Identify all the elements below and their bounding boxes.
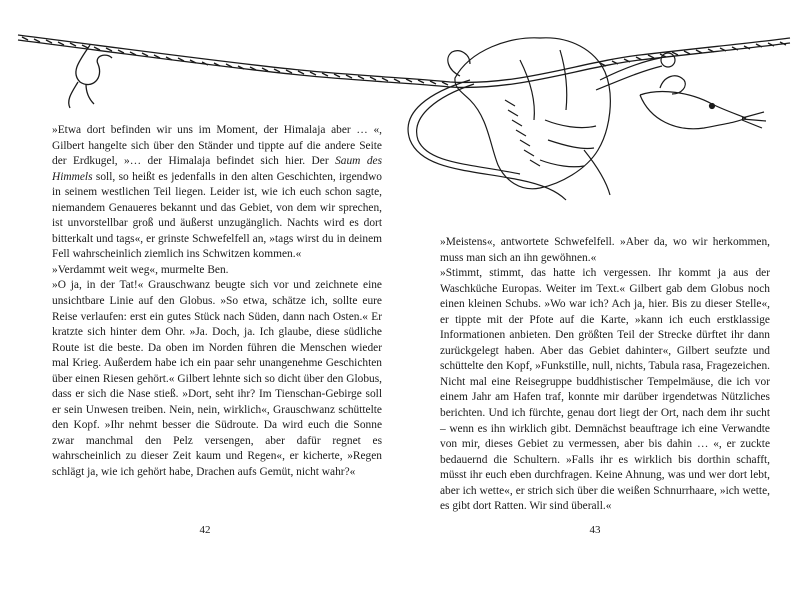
paragraph: »Stimmt, stimmt, das hatte ich vergessen. Ihr kommt ja aus der Waschküche Europas. Weiter im Text.« Gilbert gab dem Globus noch einen kleinen Schubs. »Wo war ich? Ach ja, hier. Bis zu dieser Stelle«, er tippte mit der Pfote auf die Karte, »kann ich euch erstklassige Informationen anbieten. Den größten Teil der Strecke dürftet ihr dann zurückgelegt haben. Aber das Gebiet dahinter«, Gilbert seufzte und schüttelte den Kopf, »Funkstille, null, nichts, Tabula rasa, Fragezeichen. Nicht mal eine Reisegruppe buddhistischer Tempelmäuse, die ich vor einem Jahr am Hafen traf, konnte mir darüber irgendetwas Nützliches berichten. Und ich fürchte, genau dort liegt der Ort, nach dem ihr sucht – wenn es ihn wirklich gibt. Demnächst beauftrage ich eine Verwandte von mir, dieses Gebiet zu vermessen, aber bis dahin … «, er zuckte bedauernd die Schultern. »Falls ihr es wirklich bis dorthin schafft, müsst ihr euch eben durchfragen. Keine Ahnung, was und wer dort lebt, aber ich wette«, er strich sich über die weißen Schnurrhaare, »ich wette, es gibt dort Ratten. Wir sind überall.« xyxy=(440,267,770,513)
paragraph: »Verdammt weit weg«, murmelte Ben. xyxy=(52,263,229,276)
page-number-right: 43 xyxy=(589,524,601,536)
paragraph: »O ja, in der Tat!« Grauschwanz beugte sich vor und zeichnete eine unsichtbare Linie auf den Globus. »So etwa, schätze ich, sollte eure Reise verlaufen: erst ein gutes Stück nach Süden, dann nach Osten.« Er kratzte sich hinter dem Ohr. »Ja. Doch, ja. Ich glaube, diese südliche Route ist die beste. Da oben im Norden führen die Menschen wieder mal Krieg. Außerdem habe ich ein paar sehr unangenehme Geschichten über einen Riesen gehört.« Gilbert lehnte sich so dicht über den Globus, dass er sich die Nase stieß. »Dort, seht ihr? Im Tienschan-Gebirge soll er sein Unwesen treiben. Nein, nein, wirklich«, Grauschwanz schüttelte den Kopf. »Ihr nehmt besser die Südroute. Da wird euch die Sonne zwar manchmal den Pelz versengen, aber dafür regnet es wahrscheinlich zu dieser Zeit kaum und Regen«, er kicherte, »Regen schlägt ja, wie ich gehört habe, Drachen aufs Gemüt, nicht wahr?« xyxy=(52,279,382,479)
rope-drawing xyxy=(18,35,790,108)
paragraph: »Meistens«, antwortete Schwefelfell. »Aber da, wo wir herkommen, muss man sich an ihn gewöhnen.« xyxy=(440,236,770,264)
right-page-text xyxy=(440,235,770,515)
page-number-left: 42 xyxy=(199,524,211,536)
rat-drawing xyxy=(408,38,766,200)
paragraph: »Etwa dort befinden wir uns im Moment, der Himalaja aber … «, Gilbert hangelte sich über den Ständer und tippte auf die andere Seite der Erdkugel, »… der Himalaja befindet sich hier. Der Saum des Himmels soll, so heißt es jedenfalls in den alten Geschichten, irgendwo in seinem westlichen Teil liegen. Leider ist, wie ich euch schon sagte, niemandem Genaueres bekannt und das Gebiet, von dem wir sprechen, ist unvorstellbar groß und äußerst unzugänglich. Nachts wird es dort bitterkalt und tags«, er grinste Schwefelfell an, »tags wirst du in deinem Fell wahrscheinlich ziemlich ins Schwitzen kommen.« xyxy=(52,124,383,261)
left-page-text xyxy=(52,123,382,481)
